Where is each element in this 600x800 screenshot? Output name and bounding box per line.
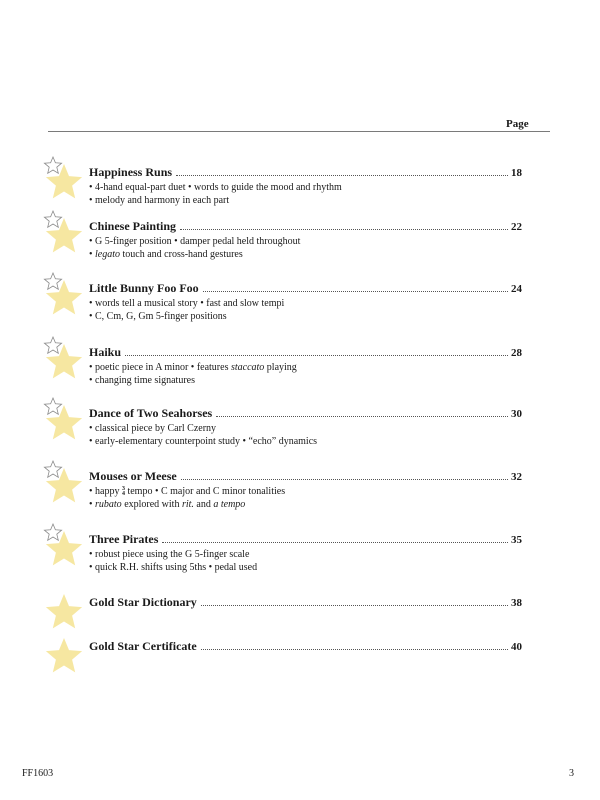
description-line: [89, 194, 519, 207]
description-text: • G 5-finger position • damper pedal held throughout: [89, 236, 301, 247]
toc-title: Little Bunny Foo Foo: [89, 281, 199, 295]
dotted-leader: [125, 346, 508, 356]
italic-term: legato: [95, 249, 121, 260]
toc-entry: [40, 165, 524, 225]
outline-star-shape: [44, 337, 61, 353]
toc-description: [89, 235, 519, 261]
description-line: [89, 422, 519, 435]
toc-title: Haiku: [89, 345, 122, 359]
description-line: [89, 361, 519, 374]
toc-title-line[interactable]: [89, 406, 522, 422]
outline-star-shape: [44, 157, 61, 173]
toc-entry: [40, 532, 524, 592]
description-text: touch and cross-hand gestures: [120, 249, 243, 260]
toc-description: [89, 297, 519, 323]
description-line: [89, 235, 519, 248]
description-line: [89, 310, 519, 323]
star-icon: [40, 522, 84, 570]
dotted-leader: [201, 596, 508, 606]
description-line: [89, 248, 519, 261]
description-text: and: [193, 499, 214, 510]
toc-entry: [40, 345, 524, 405]
star-icon: [40, 155, 84, 203]
time-signature-bottom: 4: [121, 490, 125, 497]
toc-page-number: 40: [511, 641, 522, 653]
toc-description: [89, 422, 519, 448]
filled-star-icon: [40, 585, 84, 633]
dotted-leader: [201, 640, 508, 650]
toc-description: [89, 181, 519, 207]
outline-star-shape: [44, 398, 61, 414]
toc-title: Three Pirates: [89, 532, 159, 546]
dotted-leader: [176, 166, 508, 176]
toc-title-line[interactable]: [89, 639, 522, 655]
toc-title-line[interactable]: [89, 165, 522, 181]
toc-title-line[interactable]: [89, 281, 522, 297]
toc-page-number: 22: [511, 221, 522, 233]
toc-title: Gold Star Dictionary: [89, 595, 197, 609]
italic-term: a tempo: [213, 499, 246, 510]
description-text: • happy: [89, 486, 122, 497]
toc-entry: [40, 639, 524, 699]
description-text: • 4-hand equal-part duet • words to guide the mood and rhythm: [89, 182, 342, 193]
description-text: • melody and harmony in each part: [89, 195, 230, 206]
toc-title-line[interactable]: [89, 469, 522, 485]
toc-title-line[interactable]: [89, 595, 522, 611]
dotted-leader: [203, 282, 508, 292]
toc-title-line[interactable]: [89, 345, 522, 361]
description-text: • quick R.H. shifts using 5ths • pedal used: [89, 562, 258, 573]
toc-title: Happiness Runs: [89, 165, 173, 179]
outline-star-shape: [44, 524, 61, 540]
italic-term: rubato: [95, 499, 122, 510]
toc-title-line[interactable]: [89, 219, 522, 235]
toc-description: [89, 361, 519, 387]
toc-page-number: 28: [511, 347, 522, 359]
description-text: • poetic piece in A minor • features: [89, 362, 231, 373]
toc-description: [89, 548, 519, 574]
toc-entry: [40, 469, 524, 529]
toc-entry: [40, 406, 524, 466]
toc-description: [89, 485, 519, 511]
description-text: •: [89, 499, 96, 510]
description-text: • C, Cm, G, Gm 5-finger positions: [89, 311, 227, 322]
dotted-leader: [181, 470, 508, 480]
description-line: [89, 498, 519, 511]
filled-star-icon: [40, 629, 84, 677]
toc-page-number: 30: [511, 408, 522, 420]
dotted-leader: [216, 407, 508, 417]
description-text: • changing time signatures: [89, 375, 195, 386]
toc-title: Gold Star Certificate: [89, 639, 197, 653]
dotted-leader: [180, 220, 508, 230]
description-text: • early-elementary counterpoint study • “echo” dynamics: [89, 436, 318, 447]
description-text: • robust piece using the G 5-finger scale: [89, 549, 250, 560]
page-column-heading: Page: [506, 118, 529, 130]
toc-title: Mouses or Meese: [89, 469, 177, 483]
outline-star-shape: [44, 461, 61, 477]
toc-page-number: 35: [511, 534, 522, 546]
toc-entry: [40, 281, 524, 341]
gold-star-shape: [46, 594, 82, 628]
italic-term: rit.: [181, 499, 194, 510]
italic-term: staccato: [230, 362, 265, 373]
description-text: • words tell a musical story • fast and slow tempi: [89, 298, 285, 309]
footer-catalog-code: FF1603: [22, 768, 54, 779]
header-rule: [48, 131, 550, 132]
description-line: [89, 435, 519, 448]
toc-entry: [40, 219, 524, 279]
gold-star-shape: [46, 638, 82, 672]
description-text: explored with: [121, 499, 182, 510]
description-line: [89, 297, 519, 310]
toc-page-number: 32: [511, 471, 522, 483]
description-text: tempo • C major and C minor tonalities: [124, 486, 286, 497]
toc-title: Chinese Painting: [89, 219, 177, 233]
description-line: [89, 181, 519, 194]
star-icon: [40, 335, 84, 383]
description-line: [89, 548, 519, 561]
description-text: playing: [264, 362, 297, 373]
toc-page-number: 24: [511, 283, 522, 295]
description-text: •: [89, 249, 96, 260]
star-icon: [40, 459, 84, 507]
description-text: • classical piece by Carl Czerny: [89, 423, 217, 434]
toc-page-number: 38: [511, 597, 522, 609]
footer-page-number: 3: [569, 768, 574, 779]
description-line: [89, 485, 519, 498]
star-icon: [40, 396, 84, 444]
star-icon: [40, 271, 84, 319]
time-signature-top: 3: [121, 485, 125, 492]
toc-page-number: 18: [511, 167, 522, 179]
description-line: [89, 374, 519, 387]
outline-star-shape: [44, 211, 61, 227]
toc-title: Dance of Two Seahorses: [89, 406, 213, 420]
outline-star-shape: [44, 273, 61, 289]
dotted-leader: [162, 533, 508, 543]
star-icon: [40, 209, 84, 257]
description-line: [89, 561, 519, 574]
toc-title-line[interactable]: [89, 532, 522, 548]
